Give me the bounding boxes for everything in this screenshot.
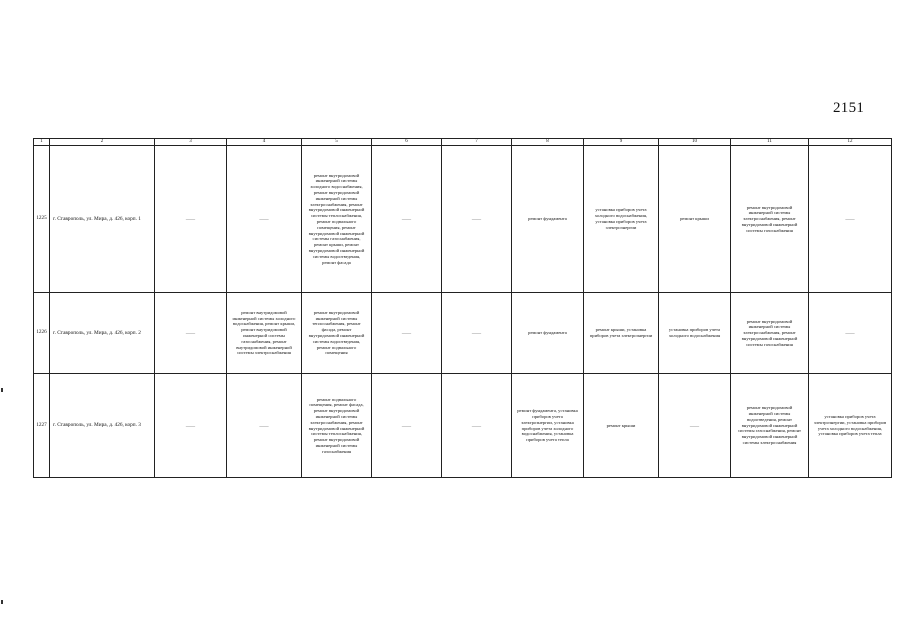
empty-cell: ——	[442, 146, 512, 293]
row-number: 1226	[34, 293, 50, 374]
empty-cell: ——	[659, 374, 731, 478]
column-header: 12	[809, 139, 892, 146]
empty-cell: ——	[809, 146, 892, 293]
works-cell: ремонт фундамента, установка приборов учета электроэнергии, установка приборов учета холодного водоснабжения, установка приборов учета тепла	[512, 374, 584, 478]
column-header: 3	[155, 139, 227, 146]
column-header: 7	[442, 139, 512, 146]
table-row	[34, 146, 892, 293]
works-cell: ремонт крыши	[659, 146, 731, 293]
works-cell: ремонт фундамента	[512, 146, 584, 293]
scan-edge-mark	[1, 600, 3, 604]
column-header: 6	[372, 139, 442, 146]
works-cell: установка приборов учета холодного водоснабжения	[659, 293, 731, 374]
row-number: 1227	[34, 374, 50, 478]
scan-edge-mark	[1, 388, 3, 392]
row-number: 1225	[34, 146, 50, 293]
empty-cell: ——	[155, 374, 227, 478]
works-cell: ремонт подвального помещения, ремонт фасада, ремонт внутридомовой инженерной системы электроснабжения, ремонт внутридомовой инженерной системы теплоснабжения, ремонт внутридомовой инженерной системы газоснабжения	[302, 374, 372, 478]
empty-cell: ——	[227, 146, 302, 293]
table-row	[34, 374, 892, 478]
table-row	[34, 293, 892, 374]
works-cell: ремонт внутридомовой инженерной системы водоотведения, ремонт внутридомовой инженерной системы газоснабжения, ремонт внутридомовой инженерной системы электроснабжения	[731, 374, 809, 478]
works-cell: установка приборов учета электроэнергии, установка приборов учета холодного водоснабжения, установка приборов учета тепла	[809, 374, 892, 478]
works-cell: ремонт внутридомовой инженерной системы электроснабжения, ремонт внутридомовой инженерной системы газоснабжения	[731, 293, 809, 374]
column-header: 10	[659, 139, 731, 146]
column-header: 4	[227, 139, 302, 146]
works-cell: ремонт фундамента	[512, 293, 584, 374]
empty-cell: ——	[809, 293, 892, 374]
column-header: 2	[50, 139, 155, 146]
column-header: 5	[302, 139, 372, 146]
works-cell: ремонт внутридомовой инженерной системы электроснабжения, ремонт внутридомовой инженерной системы газоснабжения	[731, 146, 809, 293]
empty-cell: ——	[372, 374, 442, 478]
column-header: 8	[512, 139, 584, 146]
works-cell: ремонт крыши, установка приборов учета электроэнергии	[584, 293, 659, 374]
column-number-row	[34, 139, 892, 146]
works-cell: установка приборов учета холодного водоснабжения, установка приборов учета электроэнергии	[584, 146, 659, 293]
empty-cell: ——	[155, 293, 227, 374]
works-cell: ремонт внутридомовой инженерной системы теплоснабжения, ремонт фасада, ремонт внутридомовой инженерной системы водоотведения, ремонт подвального помещения	[302, 293, 372, 374]
empty-cell: ——	[442, 374, 512, 478]
address-cell: г. Ставрополь, ул. Мира, д. 426, корп. 3	[50, 374, 155, 478]
works-cell: ремонт крыши	[584, 374, 659, 478]
repair-schedule-table	[33, 138, 892, 478]
column-header: 1	[34, 139, 50, 146]
address-cell: г. Ставрополь, ул. Мира, д. 426, корп. 1	[50, 146, 155, 293]
empty-cell: ——	[442, 293, 512, 374]
column-header: 11	[731, 139, 809, 146]
works-cell: ремонт внутридомовой инженерной системы холодного водоснабжения, ремонт внутридомовой инженерной системы электроснабжения, ремонт внутридомовой инженерной системы теплоснабжения, ремонт подвального помещения, ремонт внутридомовой инженерной системы газоснабжения, ремонт крыши, ремонт внутридомовой инженерной системы водоотведения, ремонт фасада	[302, 146, 372, 293]
address-cell: г. Ставрополь, ул. Мира, д. 426, корп. 2	[50, 293, 155, 374]
empty-cell: ——	[372, 146, 442, 293]
empty-cell: ——	[155, 146, 227, 293]
works-cell: ремонт внутридомовой инженерной системы холодного водоснабжения, ремонт крыши, ремонт внутридомовой инженерной системы газоснабжения, ремонт внутридомовой инженерной системы электроснабжения	[227, 293, 302, 374]
empty-cell: ——	[227, 374, 302, 478]
page-number: 2151	[833, 100, 865, 116]
empty-cell: ——	[372, 293, 442, 374]
column-header: 9	[584, 139, 659, 146]
